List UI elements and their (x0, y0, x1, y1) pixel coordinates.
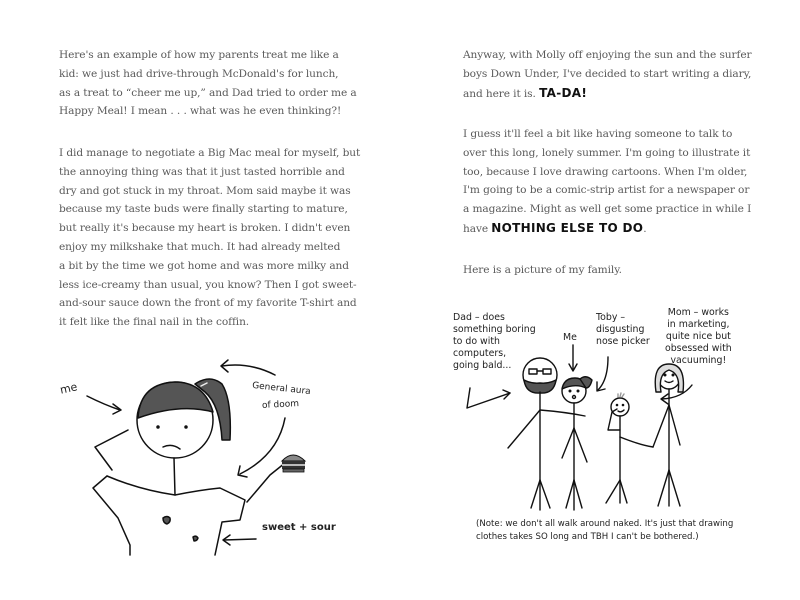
label-sweet-sour: sweet + sour (262, 522, 336, 533)
text-line: Here's an example of how my parents treat me like a (59, 49, 339, 61)
label-line: Mom – works (667, 307, 729, 318)
text-line: kid: we just had drive-through McDonald's for lunch, (59, 67, 339, 80)
label-line: vacuuming! (670, 355, 727, 366)
text-line: I'm going to be a comic-strip artist for a newspaper or (463, 184, 750, 197)
label-line: going bald... (453, 360, 512, 371)
label-aura-line1: General aura (251, 380, 312, 398)
text-line: dry and got stuck in my throat. Mom said maybe it was (59, 184, 351, 197)
text-line: Happy Meal! I mean . . . what was he even thinking?! (59, 105, 342, 118)
label-line: nose picker (596, 336, 650, 347)
text-line: but really it's because my heart is broken. I didn't even (59, 222, 351, 235)
label-line: quite nice but (665, 331, 731, 342)
note-line: clothes takes SO long and TBH I can't be bothered.) (476, 532, 699, 542)
label-line: obsessed with (665, 343, 732, 354)
text-line: Here is a picture of my family. (463, 264, 622, 276)
family-drawing (400, 0, 800, 600)
text-line: less ice-creamy than usual, you know? Then I got sweet- (59, 278, 357, 291)
text-line: I did manage to negotiate a Big Mac meal for myself, but (59, 147, 361, 159)
label-line: computers, (453, 348, 507, 359)
label-me: me (58, 380, 79, 397)
label-line: something boring (453, 324, 536, 335)
text-line: a bit by the time we got home and was more milky and (59, 259, 349, 272)
text-line: and-sour sauce down the front of my favorite T-shirt and (59, 297, 357, 310)
text-line: it felt like the final nail in the coffin. (59, 316, 250, 329)
text-line: a magazine. Might as well get some practice in while I (463, 203, 752, 216)
text-line: I guess it'll feel a bit like having someone to talk to (463, 128, 733, 140)
emphasis-nothing-else: NOTHING ELSE TO DO (491, 220, 644, 235)
label-line: disgusting (596, 324, 645, 335)
label-line: Dad – does (453, 312, 505, 323)
text-line-prefix: have (463, 222, 492, 235)
text-line-suffix: . (643, 222, 647, 235)
text-line: because my taste buds were finally starting to mature, (59, 203, 348, 216)
burger-icon (282, 455, 305, 472)
text-line: Anyway, with Molly off enjoying the sun and the surfer (463, 49, 752, 61)
label-aura-line2: of doom (261, 399, 300, 411)
emphasis-ta-da: TA-DA! (539, 85, 588, 100)
arrow-me-icon (87, 396, 120, 410)
illustration-note (476, 518, 733, 544)
label-line: in marketing, (667, 319, 730, 330)
text-line: boys Down Under, I've decided to start writing a diary, (463, 67, 752, 80)
arrow-dad-icon (467, 388, 510, 408)
text-line: over this long, lonely summer. I'm going to illustrate it (463, 146, 751, 159)
label-me: Me (563, 332, 577, 343)
label-line: Toby – (596, 312, 626, 323)
label-line: to do with (453, 336, 500, 347)
right-page (400, 0, 800, 600)
text-line: the annoying thing was that it just tasted horrible and (59, 165, 345, 178)
text-line: as a treat to “cheer me up,” and Dad tried to order me a (59, 86, 357, 99)
text-line-prefix: and here it is. (463, 87, 540, 100)
note-line: (Note: we don't all walk around naked. It's just that drawing (476, 519, 734, 529)
text-line: enjoy my milkshake that much. It had already melted (59, 240, 341, 253)
text-line: too, because I love drawing cartoons. When I'm older, (463, 165, 748, 178)
